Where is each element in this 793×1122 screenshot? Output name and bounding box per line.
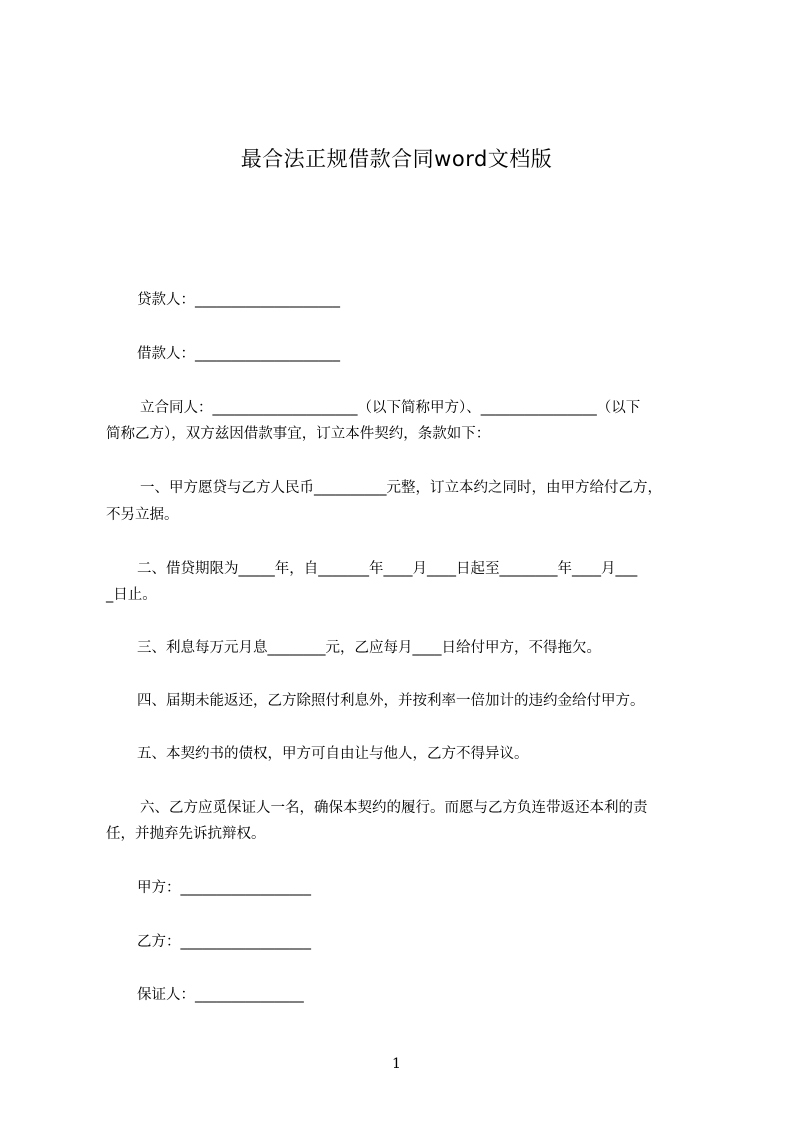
document-title: 最合法正规借款合同word文档版	[240, 147, 553, 171]
clause-1-line-1: 一、甲方愿贷与乙方人民币__________元整，订立本约之同时，由甲方给付乙方，	[140, 480, 662, 496]
guarantor-signature-line: 保证人：_______________	[137, 987, 304, 1003]
clause-4-line: 四、届期未能返还，乙方除照付利息外，并按利率一倍加计的违约金给付甲方。	[137, 693, 645, 709]
borrower-line: 借款人：____________________	[137, 346, 340, 362]
party-a-signature-line: 甲方：__________________	[137, 880, 311, 896]
clause-6-line-2: 任，并抛弃先诉抗辩权。	[106, 826, 266, 842]
party-b-signature-line: 乙方：__________________	[137, 934, 311, 950]
clause-2-line-2: _日止。	[106, 587, 157, 603]
clause-6-line-1: 六、乙方应觅保证人一名，确保本契约的履行。而愿与乙方负连带返还本利的责	[140, 800, 648, 816]
clause-1-line-2: 不另立据。	[106, 507, 179, 523]
page-number: 1	[392, 1056, 401, 1072]
parties-line-2: 简称乙方），双方兹因借款事宜，订立本件契约，条款如下：	[106, 426, 491, 442]
parties-line-1: 立合同人：____________________（以下简称甲方）、________________（以下	[140, 400, 641, 416]
lender-line: 贷款人：____________________	[137, 292, 340, 308]
clause-2-line-1: 二、借贷期限为_____年，自_______年____月____日起至________年____月___	[137, 561, 638, 577]
clause-5-line: 五、本契约书的债权，甲方可自由让与他人，乙方不得异议。	[137, 746, 529, 762]
clause-3-line: 三、利息每万元月息________元，乙应每月____日给付甲方，不得拖欠。	[137, 640, 601, 656]
